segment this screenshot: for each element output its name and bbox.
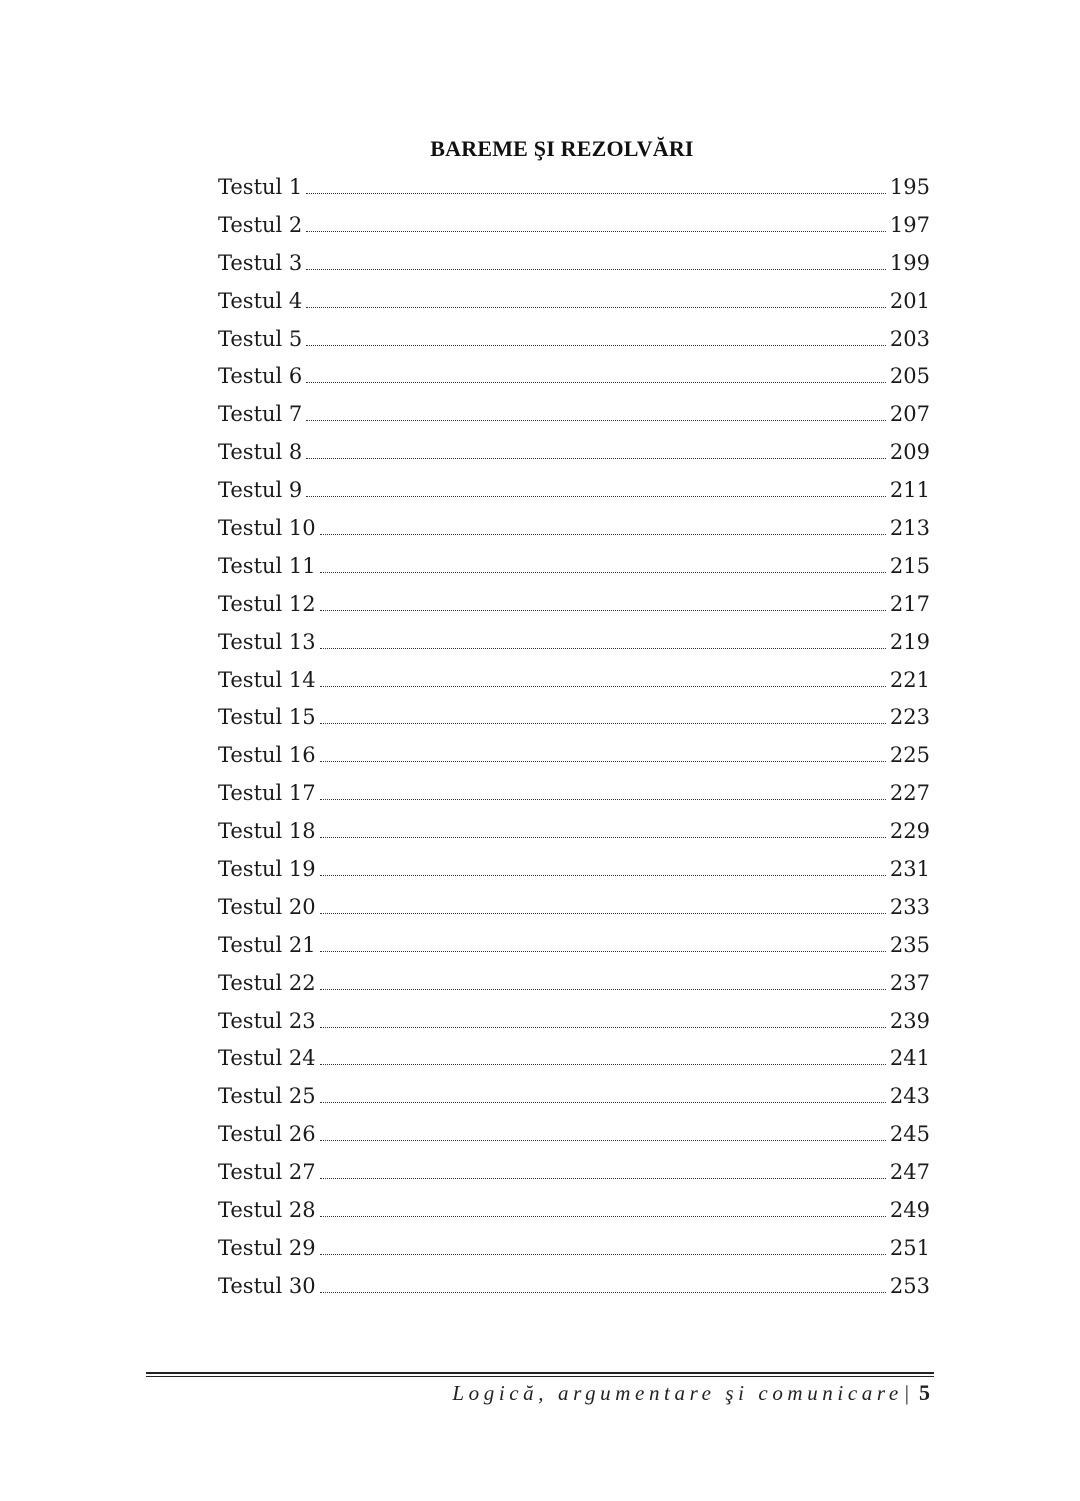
toc-entry-page: 237 [889,970,930,995]
toc-entry[interactable] [218,173,930,211]
table-of-contents [218,173,930,1310]
toc-entry-label: Testul 12 [218,591,316,616]
toc-dot-leader [320,1177,886,1179]
toc-entry-label: Testul 30 [218,1273,316,1298]
toc-entry-page: 217 [889,591,930,616]
toc-dot-leader [320,1139,886,1141]
toc-dot-leader [306,268,886,270]
toc-dot-leader [320,798,886,800]
toc-entry-label: Testul 7 [218,402,303,427]
toc-entry-page: 247 [889,1160,930,1185]
toc-dot-leader [320,685,886,687]
toc-entry[interactable] [218,969,930,1007]
toc-dot-leader [306,381,886,383]
toc-entry[interactable] [218,590,930,628]
toc-dot-leader [320,836,886,838]
toc-entry[interactable] [218,1196,930,1234]
toc-entry-label: Testul 17 [218,781,316,806]
toc-dot-leader [306,495,886,497]
toc-entry-label: Testul 8 [218,440,303,465]
toc-entry-page: 219 [889,629,930,654]
toc-entry-label: Testul 26 [218,1122,316,1147]
toc-entry[interactable] [218,893,930,931]
toc-entry[interactable] [218,211,930,249]
toc-dot-leader [320,1101,886,1103]
toc-entry[interactable] [218,287,930,325]
toc-dot-leader [306,192,886,194]
toc-dot-leader [320,533,886,535]
toc-entry-page: 195 [889,175,930,199]
toc-entry[interactable] [218,703,930,741]
toc-entry-page: 241 [889,1046,930,1071]
toc-dot-leader [320,912,886,914]
toc-dot-leader [320,988,886,990]
toc-entry[interactable] [218,476,930,514]
toc-entry[interactable] [218,325,930,363]
toc-dot-leader [320,722,886,724]
toc-entry[interactable] [218,1007,930,1045]
toc-entry-label: Testul 4 [218,288,303,313]
toc-entry-page: 205 [889,364,930,389]
toc-entry-label: Testul 9 [218,478,303,503]
toc-entry-page: 249 [889,1198,930,1223]
toc-entry-page: 227 [889,781,930,806]
toc-entry-page: 229 [889,819,930,844]
toc-entry-label: Testul 11 [218,553,316,578]
toc-entry-page: 203 [889,326,930,351]
toc-entry-label: Testul 24 [218,1046,316,1071]
toc-dot-leader [320,950,886,952]
page-footer [452,1380,930,1406]
toc-entry[interactable] [218,931,930,969]
toc-entry-page: 243 [889,1084,930,1109]
toc-entry[interactable] [218,1044,930,1082]
toc-entry-page: 239 [889,1008,930,1033]
toc-entry-page: 211 [889,478,930,503]
toc-entry[interactable] [218,1158,930,1196]
toc-entry-label: Testul 28 [218,1198,316,1223]
toc-entry-label: Testul 5 [218,326,303,351]
toc-entry-label: Testul 19 [218,857,316,882]
toc-entry[interactable] [218,1120,930,1158]
toc-dot-leader [320,1063,886,1065]
section-title: BAREME ŞI REZOLVĂRI [430,136,694,161]
toc-entry[interactable] [218,514,930,552]
toc-entry-page: 225 [889,743,930,768]
toc-entry-label: Testul 22 [218,970,316,995]
toc-dot-leader [320,609,886,611]
toc-entry[interactable] [218,1272,930,1310]
toc-dot-leader [306,306,886,308]
toc-entry[interactable] [218,249,930,287]
toc-dot-leader [320,1291,886,1293]
toc-entry-label: Testul 25 [218,1084,316,1109]
toc-entry[interactable] [218,1082,930,1120]
toc-entry-page: 213 [889,516,930,541]
toc-entry-label: Testul 2 [218,212,303,237]
toc-entry-page: 209 [889,440,930,465]
toc-entry-page: 231 [889,857,930,882]
footer-separator: | [904,1381,909,1405]
toc-entry-label: Testul 3 [218,250,303,275]
toc-dot-leader [306,419,886,421]
footer-rule-thin [146,1376,934,1377]
toc-dot-leader [320,874,886,876]
toc-entry[interactable] [218,779,930,817]
toc-entry-page: 207 [889,402,930,427]
toc-entry-label: Testul 6 [218,364,303,389]
toc-entry-label: Testul 23 [218,1008,316,1033]
toc-entry-page: 199 [889,250,930,275]
toc-entry-label: Testul 10 [218,516,316,541]
toc-entry-label: Testul 1 [218,175,303,199]
toc-entry[interactable] [218,362,930,400]
footer-page-number: 5 [919,1380,930,1405]
toc-dot-leader [306,344,886,346]
toc-entry-page: 197 [889,212,930,237]
toc-entry-page: 221 [889,667,930,692]
toc-entry-page: 223 [889,705,930,730]
toc-dot-leader [320,1253,886,1255]
toc-entry-label: Testul 18 [218,819,316,844]
toc-entry-label: Testul 14 [218,667,316,692]
toc-entry-label: Testul 21 [218,932,316,957]
toc-dot-leader [306,230,886,232]
toc-entry-label: Testul 16 [218,743,316,768]
toc-dot-leader [306,457,886,459]
toc-entry-page: 253 [889,1273,930,1298]
toc-entry[interactable] [218,552,930,590]
toc-entry[interactable] [218,817,930,855]
toc-entry[interactable] [218,1234,930,1272]
toc-entry[interactable] [218,741,930,779]
toc-entry[interactable] [218,666,930,704]
toc-entry-page: 201 [889,288,930,313]
toc-dot-leader [320,760,886,762]
toc-dot-leader [320,571,886,573]
toc-entry-label: Testul 13 [218,629,316,654]
toc-entry[interactable] [218,628,930,666]
toc-dot-leader [320,647,886,649]
toc-entry[interactable] [218,400,930,438]
toc-entry-page: 251 [889,1235,930,1260]
toc-entry-label: Testul 27 [218,1160,316,1185]
toc-entry-page: 235 [889,932,930,957]
footer-rule-thick [146,1372,934,1374]
toc-entry-label: Testul 29 [218,1235,316,1260]
toc-entry-page: 245 [889,1122,930,1147]
footer-book-title: Logică, argumentare şi comunicare [452,1381,903,1405]
toc-dot-leader [320,1215,886,1217]
toc-entry-label: Testul 20 [218,894,316,919]
toc-entry-page: 233 [889,894,930,919]
toc-dot-leader [320,1026,886,1028]
toc-entry-label: Testul 15 [218,705,316,730]
toc-entry-page: 215 [889,553,930,578]
toc-entry[interactable] [218,855,930,893]
toc-entry[interactable] [218,438,930,476]
